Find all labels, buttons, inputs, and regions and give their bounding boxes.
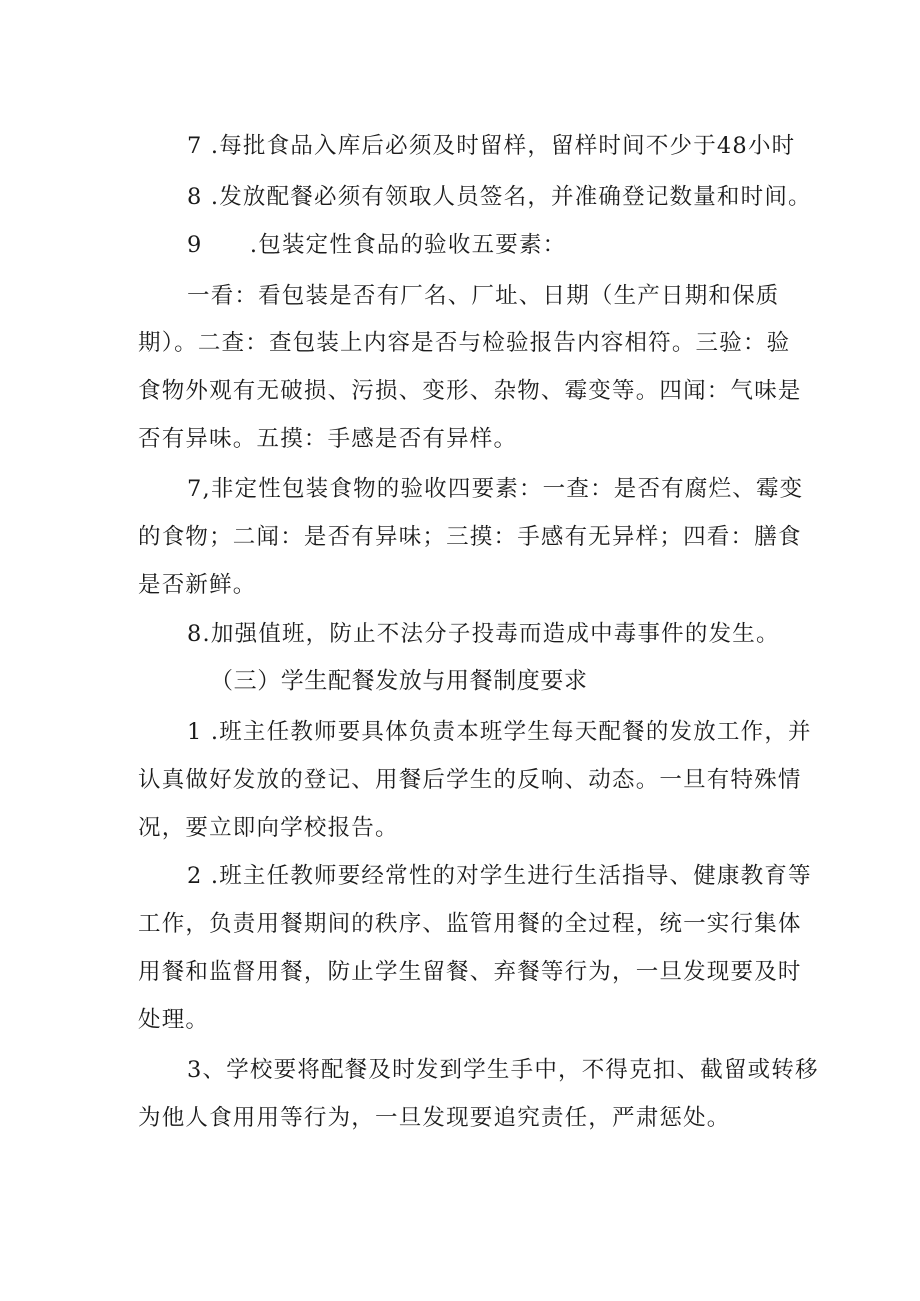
paragraph-five-elements-line-2: 期）。二查：查包装上内容是否与检验报告内容相符。三验：验	[138, 330, 791, 356]
rule-3-line-1: 3、学校要将配餐及时发到学生手中，不得克扣、截留或转移	[187, 1057, 819, 1083]
rule-2-line-1: 2 .班主任教师要经常性的对学生进行生活指导、健康教育等	[187, 863, 812, 889]
rule-2-line-3: 用餐和监督用餐，防止学生留餐、弃餐等行为，一旦发现要及时	[138, 959, 802, 985]
item-8-distribution-signature: 8 .发放配餐必须有领取人员签名，并准确登记数量和时间。	[187, 184, 812, 210]
paragraph-four-elements-line-3: 是否新鲜。	[138, 572, 257, 598]
paragraph-five-elements-line-4: 否有异味。五摸：手感是否有异样。	[138, 426, 518, 452]
item-9-packaged-food-inspection: 9 .包装定性食品的验收五要素：	[187, 232, 567, 258]
rule-2-line-4: 处理。	[138, 1007, 210, 1033]
rule-1-line-1: 1 .班主任教师要具体负责本班学生每天配餐的发放工作，并	[187, 719, 812, 745]
section-heading: （三）学生配餐发放与用餐制度要求	[210, 668, 588, 694]
paragraph-five-elements-line-1: 一看：看包装是否有厂名、厂址、日期（生产日期和保质	[187, 283, 780, 309]
item-7-sample-retention: 7 .每批食品入库后必须及时留样，留样时间不少于48小时	[187, 133, 796, 159]
paragraph-four-elements-line-1: 7,非定性包装食物的验收四要素：一查：是否有腐烂、霉变	[187, 476, 804, 502]
item-8-strengthen-duty: 8.加强值班，防止不法分子投毒而造成中毒事件的发生。	[187, 621, 780, 647]
rule-2-line-2: 工作，负责用餐期间的秩序、监管用餐的全过程，统一实行集体	[138, 911, 802, 937]
rule-1-line-2: 认真做好发放的登记、用餐后学生的反响、动态。一旦有特殊情	[138, 767, 802, 793]
paragraph-four-elements-line-2: 的食物；二闻：是否有异味；三摸：手感有无异样；四看：膳食	[138, 524, 802, 550]
paragraph-five-elements-line-3: 食物外观有无破损、污损、变形、杂物、霉变等。四闻：气味是	[138, 378, 802, 404]
rule-3-line-2: 为他人食用用等行为，一旦发现要追究责任，严肃惩处。	[138, 1105, 731, 1131]
rule-1-line-3: 况，要立即向学校报告。	[138, 815, 399, 841]
